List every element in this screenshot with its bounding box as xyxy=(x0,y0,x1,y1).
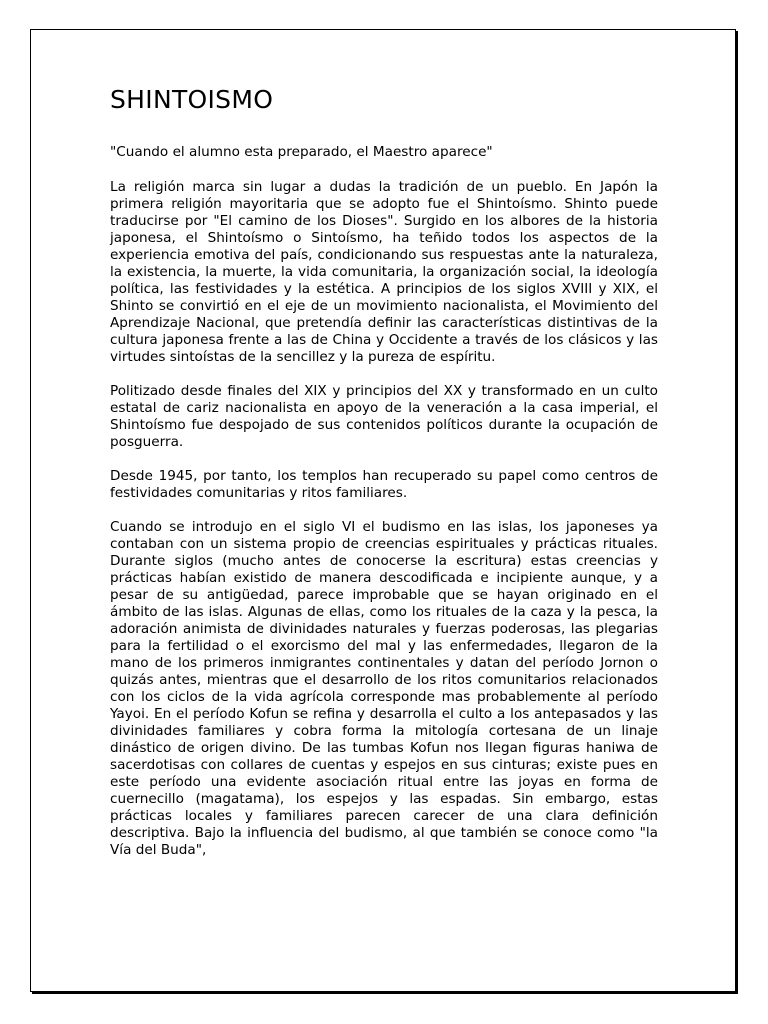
epigraph-quote: "Cuando el alumno esta preparado, el Maestro aparece" xyxy=(110,144,493,160)
page-title: SHINTOISMO xyxy=(110,85,274,114)
paragraph: Politizado desde finales del XIX y principios del XX y transformado en un culto estatal de cariz nacionalista en apoyo de la veneración a la casa imperial, el Shintoísmo fue despojado de sus contenidos políticos durante la ocupación de posguerra. xyxy=(110,383,658,450)
paragraph: Desde 1945, por tanto, los templos han recuperado su papel como centros de festividades comunitarias y ritos familiares. xyxy=(110,468,658,501)
paragraph: La religión marca sin lugar a dudas la tradición de un pueblo. En Japón la primera religión mayoritaria que se adopto fue el Shintoísmo. Shinto puede traducirse por "El camino de los Dioses". Surgido en los albores de la historia japonesa, el Shintoísmo o Sintoísmo, ha teñido todos los aspectos de la experiencia emotiva del país, condicionando sus respuestas ante la naturaleza, la existencia, la muerte, la vida comunitaria, la organización social, la ideología política, las festividades y la estética. A principios de los siglos XVIII y XIX, el Shinto se convirtió en el eje de un movimiento nacionalista, el Movimiento del Aprendizaje Nacional, que pretendía definir las características distintivas de la cultura japonesa frente a las de China y Occidente a través de los clásicos y las virtudes sintoístas de la sencillez y la pureza de espíritu. xyxy=(110,179,658,365)
document-page xyxy=(30,29,736,992)
paragraph: Cuando se introdujo en el siglo VI el budismo en las islas, los japoneses ya contaban con un sistema propio de creencias espirituales y prácticas rituales. Durante siglos (mucho antes de conocerse la escritura) estas creencias y prácticas habían existido de manera descodificada e incipiente aunque, y a pesar de su antigüedad, parece improbable que se hayan originado en el ámbito de las islas. Algunas de ellas, como los rituales de la caza y la pesca, la adoración animista de divinidades naturales y fuerzas poderosas, las plegarias para la fertilidad o el exorcismo del mal y las enfermedades, llegaron de la mano de los primeros inmigrantes continentales y datan del período Jornon o quizás antes, mientras que el desarrollo de los ritos comunitarios relacionados con los ciclos de la vida agrícola corresponde mas probablemente al período Yayoi. En el período Kofun se refina y desarrolla el culto a los antepasados y las divinidades familiares y cobra forma la mitología cortesana de un linaje dinástico de origen divino. De las tumbas Kofun nos llegan figuras haniwa de sacerdotisas con collares de cuentas y espejos en sus cinturas; existe pues en este período una evidente asociación ritual entre las joyas en forma de cuernecillo (magatama), los espejos y las espadas. Sin embargo, estas prácticas locales y familiares parecen carecer de una clara definición descriptiva. Bajo la influencia del budismo, al que también se conoce como "la Vía del Buda", xyxy=(110,519,658,858)
document-body xyxy=(110,84,658,876)
